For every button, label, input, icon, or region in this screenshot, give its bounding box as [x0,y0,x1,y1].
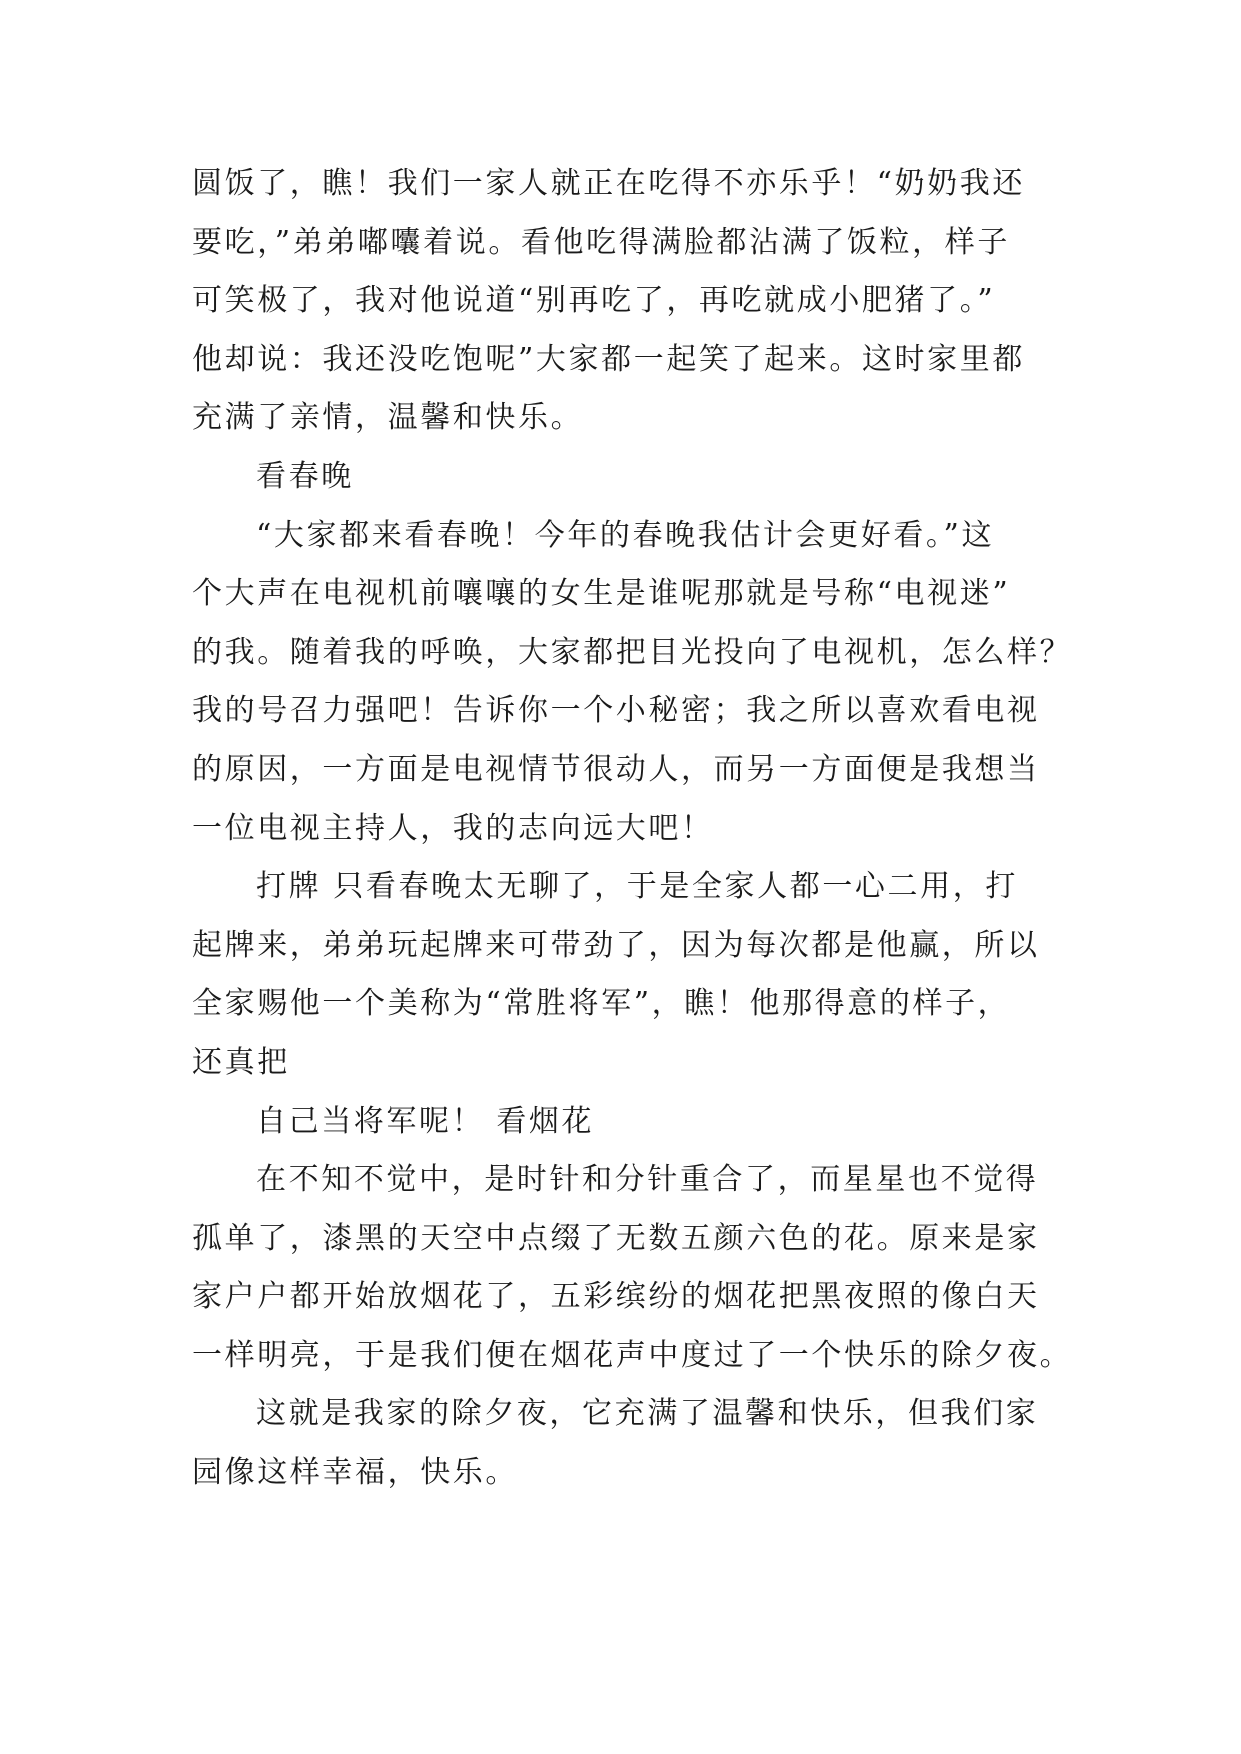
text-line: 家户户都开始放烟花了，五彩缤纷的烟花把黑夜照的像白天 [192,1279,1040,1315]
text-line: 这就是我家的除夕夜，它充满了温馨和快乐，但我们家 [256,1396,1039,1432]
text-line: 可笑极了，我对他说道“别再吃了，再吃就成小肥猪了。” [192,283,996,319]
text-line: 孤单了，漆黑的天空中点缀了无数五颜六色的花。原来是家 [192,1220,1040,1256]
paragraph-conclusion [192,1385,1052,1502]
text-line: 一位电视主持人，我的志向远大吧！ [192,810,714,846]
text-line: 的原因，一方面是电视情节很动人，而另一方面便是我想当 [192,751,1040,787]
text-line: 我的号召力强吧！告诉你一个小秘密；我之所以喜欢看电视 [192,693,1040,729]
text-line: 打牌 只看春晚太无聊了，于是全家人都一心二用，打 [256,869,1018,905]
text-line: 看春晚 [256,458,354,494]
text-line: 园像这样幸福，快乐。 [192,1455,518,1491]
text-line: 充满了亲情，温馨和快乐。 [192,400,584,436]
section-heading-spring-gala [192,448,1052,507]
document-body [192,155,1073,1503]
text-line: 他却说：我还没吃饱呢”大家都一起笑了起来。这时家里都 [192,341,1025,377]
text-line: “大家都来看春晚！今年的春晚我估计会更好看。”这 [256,517,995,553]
text-line: 圆饭了，瞧！我们一家人就正在吃得不亦乐乎！“奶奶我还 [192,166,1025,201]
paragraph-spring-gala [192,507,1073,859]
paragraph-cards [192,858,1052,1092]
text-line: 要吃，”弟弟嘟囔着说。看他吃得满脸都沾满了饭粒，样子 [192,224,1010,260]
text-line: 自己当将军呢！ 看烟花 [256,1103,595,1139]
text-line: 还真把 [192,1044,290,1080]
text-line: 个大声在电视机前嚷嚷的女生是谁呢那就是号称“电视迷” [192,576,1011,612]
paragraph-dinner [192,155,1052,448]
text-line: 的我。随着我的呼唤，大家都把目光投向了电视机，怎么样？ [192,634,1073,670]
text-line: 在不知不觉中，是时针和分针重合了，而星星也不觉得 [256,1162,1039,1198]
paragraph-fireworks-heading [192,1093,1052,1152]
paragraph-fireworks [192,1151,1073,1385]
text-line: 一样明亮，于是我们便在烟花声中度过了一个快乐的除夕夜。 [192,1337,1073,1373]
text-line: 全家赐他一个美称为“常胜将军”，瞧！他那得意的样子， [192,986,1011,1022]
text-line: 起牌来，弟弟玩起牌来可带劲了，因为每次都是他赢，所以 [192,927,1040,963]
